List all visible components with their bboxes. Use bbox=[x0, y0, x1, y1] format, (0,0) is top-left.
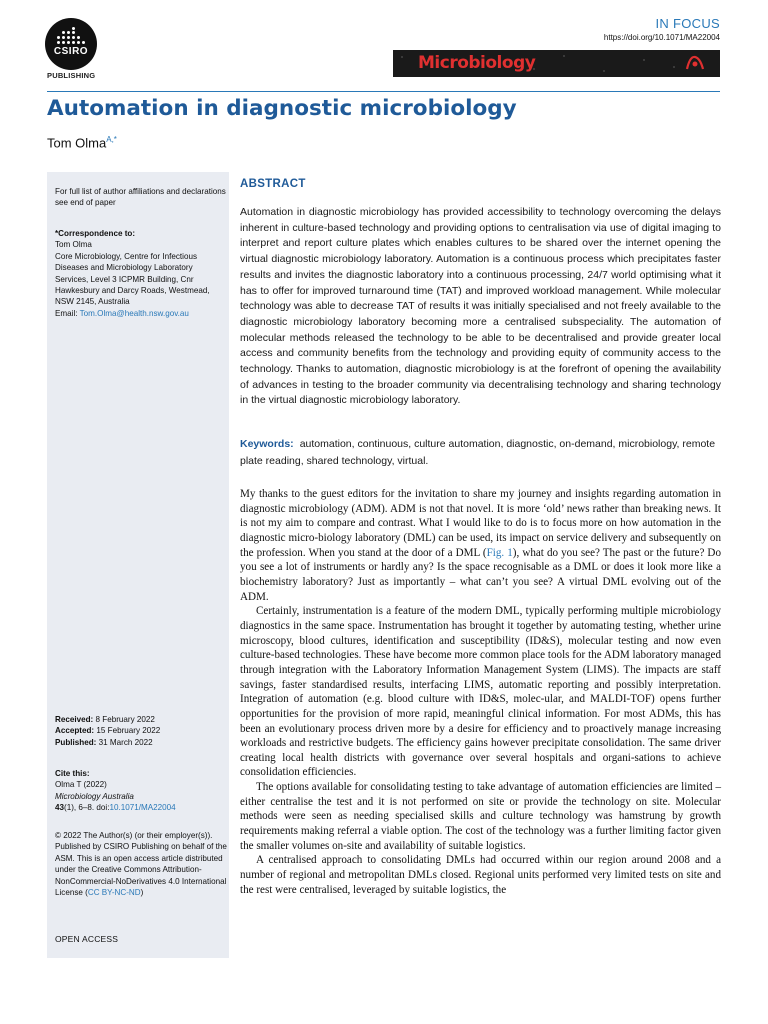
article-title: Automation in diagnostic microbiology bbox=[47, 96, 517, 121]
email-link[interactable]: Tom.Olma@health.nsw.gov.au bbox=[79, 308, 189, 318]
publishing-label: PUBLISHING bbox=[47, 71, 96, 80]
author-name: Tom Olma bbox=[47, 135, 107, 151]
article-sidebar bbox=[47, 172, 229, 958]
license-link[interactable]: CC BY-NC-ND bbox=[87, 888, 141, 898]
journal-banner-title: Microbiology bbox=[418, 53, 536, 73]
author-line bbox=[47, 135, 117, 150]
keywords-list: automation, continuous, culture automation, diagnostic, on-demand, microbiology, remote plate reading, shared technology, virtual. bbox=[240, 438, 716, 467]
cite-block bbox=[55, 768, 227, 814]
logo-dots bbox=[57, 27, 85, 45]
body-paragraph-2: Certainly, instrumentation is a feature of the modern DML, typically performing multiple microbiology diagnostics in the same space. Instrumentation has brought it together by automating testing, whether urine microscopy, blood cultures, identification and susceptibility (ID&S), molecular testing and now even culture-based technologies. These have become more common place tools for the ADM laboratory managed through integration with the Laboratory Information Management System (LIMS). The impacts are staff savings, faster standardised results, interfacing LIMS, automatic reporting and possibly interpretation. Integration of automation (e.g. blood culture with ID&S, molec-ular, and MALDI-TOF) opens further opportunities for the provision of more rapid, meaningful clinical information. For most ADMs, this has been an evolutionary process driven more by a desire for efficiency and to proactively manage increasing workloads and restrictive budgets. The efficiency gains however precipitate consolidation. The same driver creating local health districts with governance over several hospitals and organi-sations to achieve consolidation efficiencies. bbox=[240, 605, 721, 779]
journal-banner bbox=[393, 50, 720, 77]
license-text: © 2022 The Author(s) (or their employer(s)). Published by CSIRO Publishing on behalf of the ASM. This is an open access article distributed under the Creative Commons Attribution-NonCommercial-NoDerivatives 4.0 International License ( bbox=[55, 831, 227, 898]
body-paragraph-4: A centralised approach to consolidating DMLs had occurred within our region around 2008 and a number of regional and metropolitan DMLs closed. Regional units performed very limited tests on site and the rest were centralised, leveraged by suitable logistics, the bbox=[240, 854, 721, 896]
published-label: Published: bbox=[55, 737, 97, 747]
email-label: Email: bbox=[55, 308, 78, 318]
published-line bbox=[55, 737, 227, 748]
license-close: ) bbox=[140, 888, 144, 898]
section-label: IN FOCUS bbox=[655, 16, 720, 31]
body-paragraph-1 bbox=[240, 487, 721, 604]
accepted-label: Accepted: bbox=[55, 726, 95, 736]
article-doi[interactable]: https://doi.org/10.1071/MA22004 bbox=[603, 33, 720, 42]
correspondence-block bbox=[55, 228, 227, 319]
cite-author: Olma T (2022) bbox=[55, 780, 107, 790]
accepted-line bbox=[55, 725, 227, 736]
logo-wordmark: CSIRO bbox=[53, 46, 89, 57]
received-label: Received: bbox=[55, 715, 94, 724]
history-block bbox=[55, 714, 227, 748]
csiro-logo bbox=[45, 18, 97, 70]
cite-journal: Microbiology Australia bbox=[55, 791, 134, 801]
correspondence-email-line bbox=[55, 308, 227, 319]
body-paragraph-1-end: ), what do you see? The past or the future? Do you see a lot of instruments or hardly any? Is the space recognisable as a DML or does it look more like a biochemistry laboratory? Just as importantly – what can’t you see? A virtual DML evolving out of the ADM. bbox=[240, 546, 721, 603]
license-block bbox=[55, 830, 227, 898]
cite-volume: 43 bbox=[55, 803, 65, 813]
article-body bbox=[240, 487, 721, 897]
open-access-label: OPEN ACCESS bbox=[55, 934, 119, 944]
accepted-date: 15 February 2022 bbox=[96, 726, 161, 736]
published-date: 31 March 2022 bbox=[98, 737, 153, 747]
body-paragraph-1-start: My thanks to the guest editors for the invitation to share my journey and insights regarding automation in diagnostic microbiology (ADM). ADM is not that novel. It is more ‘old’ news rather than breaking news. It is not my aim to compare and contrast. What I would like to do is to focus more on how automation in the diagnostic micro-biology laboratory (DML) can be used, its impact on service delivery and subsequently on the profession. When you stand at the door of a DML ( bbox=[240, 488, 721, 559]
body-paragraph-3: The options available for consolidating testing to take advantage of automation efficiencies are limited – either centralise the test and it is not performed on site or provide the technology on site. Molecular methods were seen as needing specialised skills and culture technology was hamstrung by growth requirements making referral a viable option. The cost of the technology was a further limiting factor given the smaller volumes on-site and availability of suitable logistics. bbox=[240, 781, 721, 852]
correspondence-name: Tom Olma bbox=[55, 240, 92, 250]
received-line bbox=[55, 714, 227, 725]
asm-logo-icon bbox=[684, 54, 706, 72]
author-affiliation-mark[interactable]: A,* bbox=[106, 135, 117, 144]
cite-reference bbox=[55, 802, 227, 813]
figure-1-link[interactable]: Fig. 1 bbox=[486, 546, 513, 559]
abstract-heading: ABSTRACT bbox=[240, 178, 306, 190]
affiliations-note: For full list of author affiliations and declarations see end of paper bbox=[55, 187, 226, 208]
cite-label: Cite this: bbox=[55, 769, 90, 778]
correspondence-label: *Correspondence to: bbox=[55, 229, 136, 238]
cite-doi-link[interactable]: 10.1071/MA22004 bbox=[109, 803, 176, 813]
received-date: 8 February 2022 bbox=[95, 715, 155, 724]
correspondence-address: Core Microbiology, Centre for Infectious Diseases and Microbiology Laboratory Services, Level 3 ICPMR Building, Cnr Hawkesbury and Darcy Roads, Westmead, NSW 2145, Australia bbox=[55, 251, 210, 307]
cite-issue-pages: (1), 6–8. doi: bbox=[64, 803, 110, 813]
header-rule bbox=[47, 91, 720, 92]
keywords-line bbox=[240, 436, 721, 469]
abstract-text: Automation in diagnostic microbiology has provided accessibility to technology overcoming the delays inherent in culture-based technology and providing options to centralisation via use of digital imaging to interpret and report culture plates which enables cultures to be shared over the internet opening the virtual diagnostic microbiology laboratory. Automation is a continuous process which precipitates faster results and invites the diagnostic laboratory into a continuous processing, 24/7 world optimising what it has to offer for improved turnaround time (TAT) and improved workload management. While molecular technology was able to decrease TAT of results it was initially specialised and not freely available to the diagnostic microbiology laboratory becoming more a centralised subspeciality. The automation of molecular methods released the technology to be able to be decentralised and provide greater local access and community benefits from the technology and providing equity of community access to the technology. Thanks to automation, diagnostic microbiology is at the forefront of opening the availability of advances in testing to the broader community via decentralising technology and sharing technology in the virtual diagnostic microbiology laboratory. bbox=[240, 206, 721, 407]
keywords-label: Keywords: bbox=[240, 438, 294, 450]
